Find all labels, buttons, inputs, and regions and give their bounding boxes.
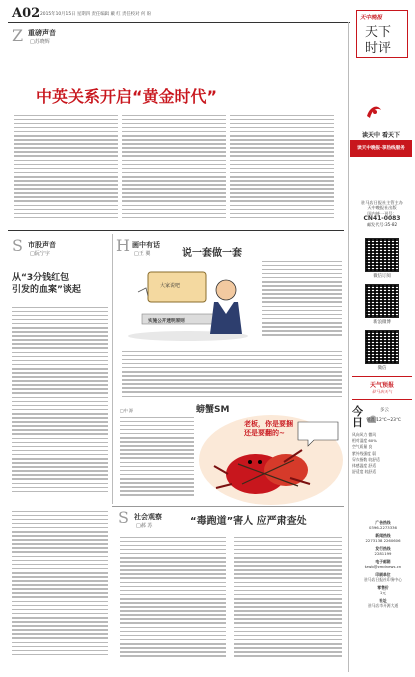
crab-headline: 螃蟹SM	[196, 405, 230, 415]
publisher-line-3: 国内统一刊号：	[367, 210, 397, 216]
cartoon-section-letter: H	[116, 236, 130, 255]
lead-bottom-rule	[8, 230, 344, 231]
bottom-headline: “毒跑道”害人 应严肃查处	[190, 516, 307, 527]
publisher-line-4: CN41-0083	[363, 215, 401, 223]
left-headline-1: 从“3分钱红包	[12, 273, 70, 283]
masthead	[356, 10, 408, 58]
lead-headline-part-a: 中英关系开启	[36, 87, 133, 106]
sidebar-slogan	[350, 130, 412, 139]
lead-headline	[36, 84, 217, 107]
weather-detail: 空气质量 良	[352, 444, 373, 450]
today-label	[352, 406, 363, 428]
masthead-title-2: 时评	[365, 41, 392, 56]
bottom-section-letter: S	[118, 508, 129, 527]
cartoon-body	[122, 348, 342, 402]
price-label: 零售价	[377, 585, 389, 590]
cartoon-illustration	[118, 262, 258, 342]
lead-headline-part-b: “黄金时代”	[132, 87, 218, 106]
print-label: 印刷单位	[375, 572, 391, 577]
masthead-brand: 天中晚报	[360, 15, 383, 21]
address-value: 驻马店市开源大道	[367, 603, 399, 608]
bottom-section-byline: □郝 苏	[136, 523, 153, 529]
left-body	[12, 304, 108, 504]
crab-bubble-line-1: 老板，你是要捆	[244, 420, 293, 428]
today-label-2: 日	[352, 416, 363, 429]
cartoon-headline: 说一套做一套	[182, 248, 242, 259]
qr-caption-subscribe: 微信订阅	[373, 274, 391, 279]
qr-code-weibo[interactable]	[365, 284, 399, 318]
bottom-body-col-2	[234, 534, 342, 666]
lead-body-col-1	[14, 112, 118, 224]
hotline-phone: 2273138 2260606	[365, 538, 401, 543]
weather-header-title: 天气预报	[369, 382, 394, 389]
left-bottom-body	[12, 508, 108, 666]
weather-detail: 相对湿度 60%	[352, 438, 377, 444]
weather-today: 多云	[380, 408, 389, 413]
left-section-byline: □阮宁宇	[30, 251, 50, 257]
qr-caption-weibo: 新浪微博	[373, 320, 391, 325]
cartoon-side-body	[262, 258, 342, 342]
qr-caption-wechat: 微信	[377, 366, 387, 371]
mail-label: 电子邮箱	[375, 559, 391, 564]
crab-bubble-line-2: 还是要翻的~	[244, 429, 285, 437]
weather-header-sub: 驻马店天气	[372, 389, 392, 394]
lead-section-letter: Z	[12, 26, 24, 45]
weather-temp: 气温 12℃~23℃	[366, 418, 401, 423]
masthead-title-1: 天下	[365, 25, 392, 40]
sidebar-publisher	[352, 200, 412, 227]
page-code: A02	[12, 6, 41, 21]
left-headline	[12, 272, 81, 296]
cartoon-sign-text: 大家说吧	[160, 283, 181, 289]
mid-bottom-rule	[112, 506, 344, 507]
header-rule	[8, 22, 350, 23]
cartoon-section-title: 画中有话	[132, 241, 160, 249]
bottom-body-col-1	[120, 534, 226, 666]
lead-body-col-2	[122, 112, 226, 224]
publisher-line-5: 邮发代号:35-82	[366, 221, 398, 227]
publisher-line-1: 驻马店日报社主管主办	[361, 200, 403, 205]
weather-header	[352, 376, 412, 400]
weather-detail: 舒适度 较舒适	[352, 469, 376, 475]
lead-section-title: 重磅声音	[28, 29, 56, 37]
hotline-label: 新闻热线	[375, 533, 391, 538]
left-col-divider	[112, 234, 113, 504]
page-meta: 2015年10月15日 星期四 责任编辑 戴 红 责任校对 何 盼	[40, 12, 152, 17]
ad-phone: 0396-2273336	[369, 525, 397, 530]
office-phone: 2281199	[374, 551, 392, 556]
publisher-line-2: 天中晚报社出版	[367, 205, 397, 211]
sidebar-divider	[348, 22, 349, 672]
weather-detail: 穿衣指数 较舒适	[352, 456, 380, 462]
today-label-1: 今	[352, 405, 363, 418]
crab-artist: □中 源	[120, 408, 134, 413]
weather-detail: 体感温度 舒适	[352, 463, 376, 469]
weather-detail: 风向风力 微风	[352, 432, 376, 437]
address-label: 社址	[379, 598, 387, 603]
crab-bubble-text	[244, 420, 293, 438]
sidebar-slogan-2: 看天下	[382, 132, 401, 139]
cartoon-banner-text: 实施公开透明原则	[148, 319, 185, 324]
weather-cloud-icon	[366, 408, 378, 416]
left-section-title: 市股声音	[28, 241, 56, 249]
price-value: 1元	[379, 590, 387, 595]
lead-section-byline: □苏晓辉	[30, 39, 50, 45]
weather-detail: 紫外线强度 弱	[352, 450, 376, 456]
weather-details	[352, 432, 414, 475]
sidebar-banner: 读天中晚报·享热线服务	[350, 140, 412, 157]
lead-body-col-3	[230, 112, 334, 224]
qr-code-subscribe[interactable]	[365, 238, 399, 272]
office-label: 发行热线	[375, 546, 391, 551]
ad-label: 广告热线	[375, 520, 391, 525]
sidebar-slogan-1: 读天中	[361, 132, 380, 139]
contact-block	[352, 520, 414, 608]
bottom-section-title: 社会观察	[134, 513, 162, 521]
crab-body	[120, 414, 194, 504]
left-headline-2: 引发的血案”谈起	[12, 285, 81, 295]
cartoon-section-byline: □王 翼	[134, 251, 151, 257]
left-section-letter: S	[12, 236, 23, 255]
sidebar-logo-icon	[364, 102, 384, 122]
qr-code-wechat[interactable]	[365, 330, 399, 364]
mail-value: tzwb@zmdnews.cn	[364, 564, 402, 569]
print-value: 驻马店日报社印务中心	[364, 577, 402, 582]
